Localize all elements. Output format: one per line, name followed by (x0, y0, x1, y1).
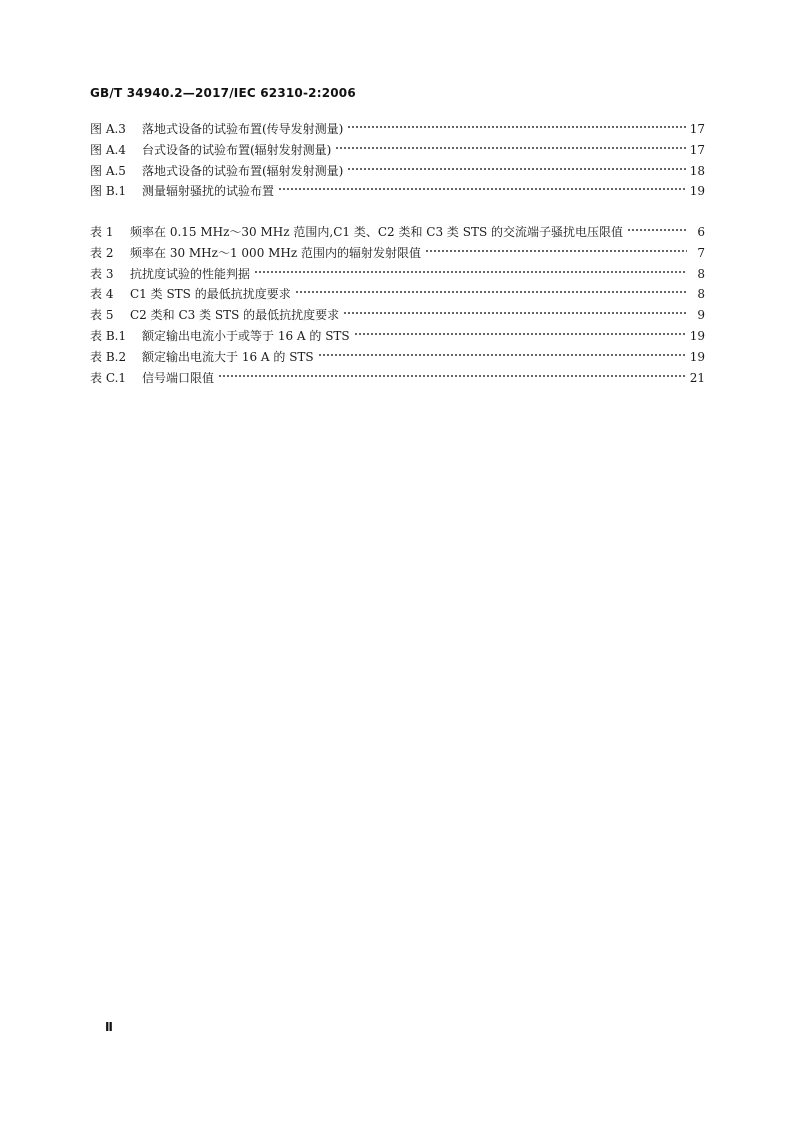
toc-entry[interactable] (90, 264, 705, 285)
toc-entry[interactable] (90, 161, 705, 182)
toc-entry-label: 图 B.1 (90, 184, 127, 199)
toc-entry-page: 19 (689, 184, 705, 199)
toc-entry-title: 落地式设备的试验布置(传导发射测量) (142, 122, 344, 136)
toc-entry-page: 9 (697, 308, 705, 323)
toc-entry-label: 图 A.3 (90, 122, 126, 136)
toc-entry[interactable] (90, 284, 705, 305)
dot-leader (218, 373, 686, 379)
toc-entry[interactable] (90, 347, 705, 368)
toc-entry-label: 图 A.5 (90, 163, 126, 178)
dot-leader (627, 227, 687, 233)
toc-entry-page: 21 (689, 370, 705, 385)
dot-leader (347, 166, 685, 172)
toc-entry-label: 表 B.1 (90, 328, 127, 343)
toc-entry-label: 表 3 (90, 266, 114, 281)
tables-list (90, 222, 705, 388)
toc-entry-label: 表 4 (90, 287, 114, 302)
toc-entry[interactable] (90, 305, 705, 326)
toc-entry[interactable] (90, 140, 705, 161)
dot-leader (354, 331, 686, 337)
dot-leader (295, 289, 687, 295)
toc-entry-label: 图 A.4 (90, 142, 126, 157)
toc-entry-title: 频率在 0.15 MHz～30 MHz 范围内,C1 类、C2 类和 C3 类 STS 的交流端子骚扰电压限值 (130, 225, 623, 239)
page-number: Ⅱ (105, 1020, 113, 1034)
toc-entry-page: 19 (689, 328, 705, 343)
toc-entry-title: C1 类 STS 的最低抗扰度要求 (130, 287, 291, 302)
toc-entry-page: 17 (689, 122, 705, 136)
toc-entry[interactable] (90, 119, 705, 140)
dot-leader (343, 310, 687, 316)
toc-entry-page: 8 (697, 287, 705, 302)
toc-entry[interactable] (90, 326, 705, 347)
toc-entry-label: 表 2 (90, 245, 114, 260)
toc-entry-label: 表 B.2 (90, 349, 127, 364)
dot-leader (335, 145, 685, 151)
document-header: GB/T 34940.2—2017/IEC 62310-2:2006 (90, 86, 356, 100)
toc-entry-title: 频率在 30 MHz～1 000 MHz 范围内的辐射发射限值 (130, 245, 422, 260)
toc-entry[interactable] (90, 243, 705, 264)
toc-entry-title: 额定输出电流小于或等于 16 A 的 STS (142, 328, 350, 343)
toc-entry-page: 18 (689, 163, 705, 178)
dot-leader (425, 248, 687, 254)
toc-entry-label: 表 C.1 (90, 370, 127, 385)
toc-entry-title: 测量辐射骚扰的试验布置 (142, 184, 275, 199)
toc-entry-title: 信号端口限值 (142, 370, 215, 385)
figures-list (90, 119, 705, 202)
toc-entry-page: 19 (689, 349, 705, 364)
toc-entry[interactable] (90, 222, 705, 243)
toc-entry-title: 台式设备的试验布置(辐射发射测量) (142, 142, 332, 157)
toc-entry-page: 17 (689, 142, 705, 157)
toc-entry[interactable] (90, 181, 705, 202)
toc-entry-title: C2 类和 C3 类 STS 的最低抗扰度要求 (130, 308, 340, 323)
toc-entry-label: 表 1 (90, 225, 114, 239)
toc-entry-title: 额定输出电流大于 16 A 的 STS (142, 349, 314, 364)
toc-entry-label: 表 5 (90, 308, 114, 323)
toc-entry-title: 抗扰度试验的性能判据 (130, 266, 251, 281)
toc-entry[interactable] (90, 368, 705, 389)
dot-leader (278, 186, 686, 192)
dot-leader (318, 352, 686, 358)
dot-leader (347, 124, 685, 130)
toc-entry-page: 8 (697, 266, 705, 281)
toc-entry-page: 7 (697, 245, 705, 260)
toc-entry-title: 落地式设备的试验布置(辐射发射测量) (142, 163, 344, 178)
dot-leader (254, 269, 687, 275)
toc-entry-page: 6 (697, 225, 705, 239)
